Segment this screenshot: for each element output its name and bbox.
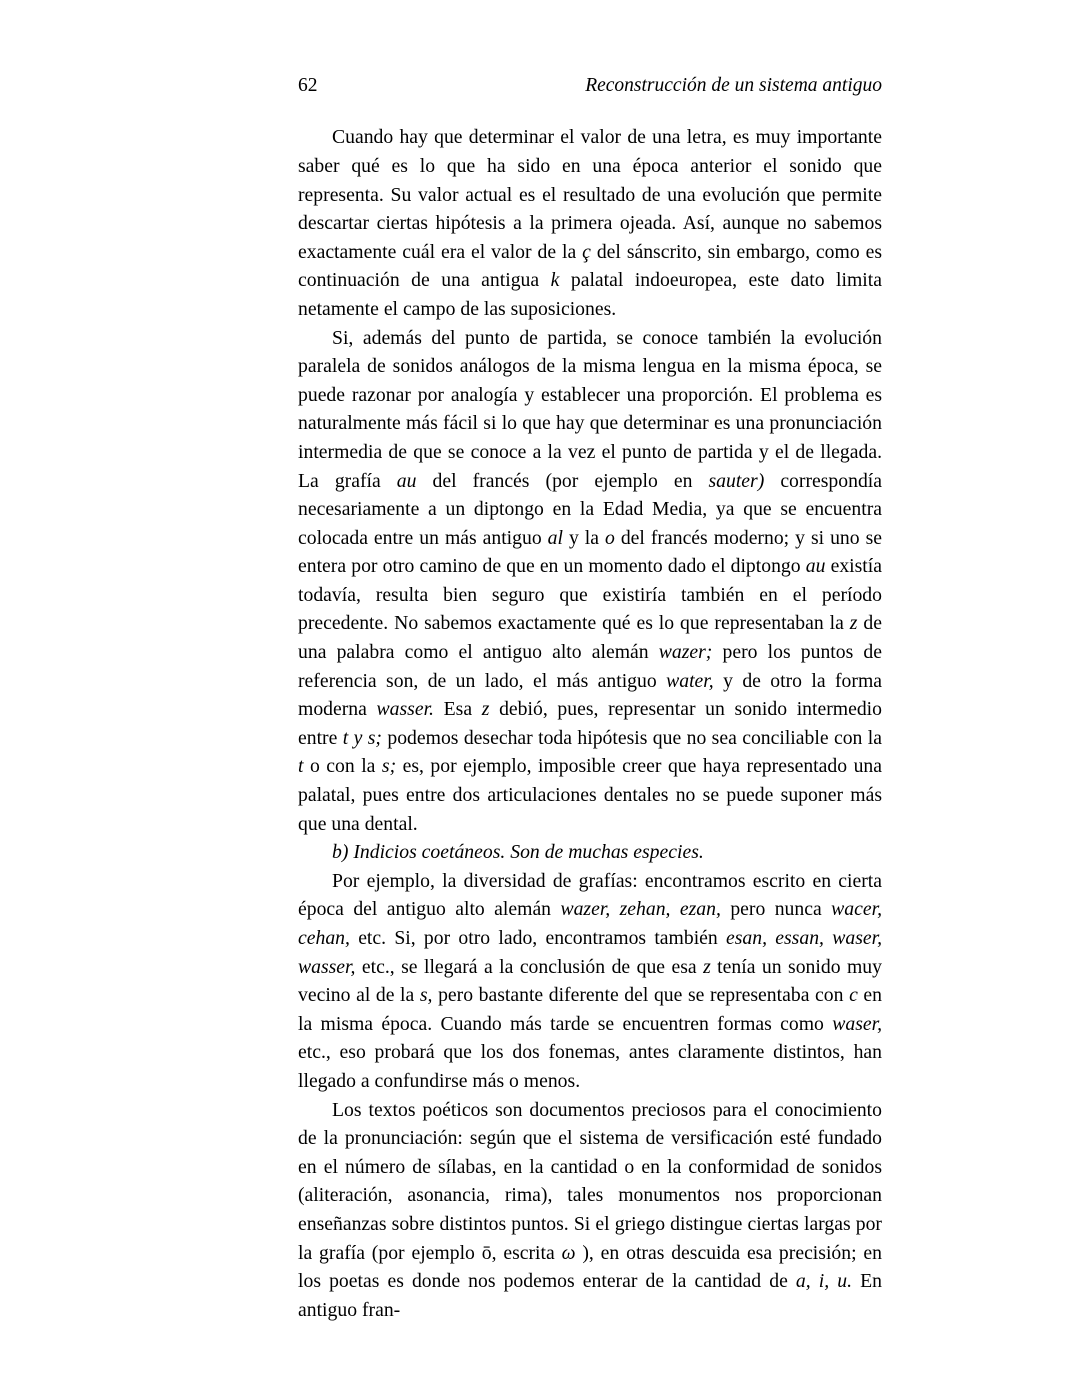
paragraph-2: Si, además del punto de partida, se conoce también la evolución paralela de sonidos análogos de la misma lengua en la misma época, se puede razonar por analogía y establecer una proporción. El problema es naturalmente más fácil si lo que hay que determinar es una pronunciación intermedia de que se conoce a la vez el punto de partida y el de llegada. La grafía au del francés (por ejemplo en sauter) correspondía necesariamente a un diptongo en la Edad Media, ya que se encuentra colocada entre un más antiguo al y la o del francés moderno; y si uno se entera por otro camino de que en un momento dado el diptongo au existía todavía, resulta bien seguro que existiría también en el período precedente. No sabemos exactamente qué es lo que representaban la z de una palabra como el antiguo alto alemán wazer; pero los puntos de referencia son, de un lado, el más antiguo water, y de otro la forma moderna wasser. Esa z debió, pues, representar un sonido intermedio entre t y s; podemos desechar toda hipótesis que no sea conciliable con la t o con la s; es, por ejemplo, imposible creer que haya representado una palatal, pues entre dos articulaciones dentales no se puede suponer más que una dental.	[298, 326, 883, 835]
page-content	[298, 74, 882, 1324]
body-text	[298, 123, 882, 1324]
paragraph-4: Por ejemplo, la diversidad de grafías: encontramos escrito en cierta época del antiguo alto alemán wazer, zehan, ezan, pero nunca wacer, cehan, etc. Si, por otro lado, encontramos también esan, essan, waser, wasser, etc., se llegará a la conclusión de que esa z tenía un sonido muy vecino al de la s, pero bastante diferente del que se representaba con c en la misma época. Cuando más tarde se encuentren formas como waser, etc., eso probará que los dos fonemas, antes claramente distintos, han llegado a confundirse más o menos.	[298, 869, 882, 1092]
page-number: 62	[298, 75, 318, 96]
running-head-title: Reconstrucción de un sistema antiguo	[585, 75, 882, 96]
running-head	[298, 74, 882, 97]
paragraph-5: Los textos poéticos son documentos preciosos para el conocimiento de la pronunciación: según que el sistema de versificación esté fundado en el número de sílabas, en la cantidad o en la conformidad de sonidos (aliteración, asonancia, rima), tales monumentos nos proporcionan enseñanzas sobre distintos puntos. Si el griego distingue ciertas largas por la grafía (por ejemplo ō, escrita ω ), en otras descuida esa precisión; en los poetas es donde nos podemos enterar de la cantidad de a, i, u. En antiguo fran-	[298, 1098, 883, 1321]
paragraph-1: Cuando hay que determinar el valor de una letra, es muy importante saber qué es lo que ha sido en una época anterior el sonido que representa. Su valor actual es el resultado de una evolución que permite descartar ciertas hipótesis a la primera ojeada. Así, aunque no sabemos exactamente cuál era el valor de la ç del sánscrito, sin embargo, como es continuación de una antigua k palatal indoeuropea, este dato limita netamente el campo de las suposiciones.	[298, 126, 882, 320]
paragraph-3: b) Indicios coetáneos. Son de muchas especies.	[332, 841, 704, 864]
